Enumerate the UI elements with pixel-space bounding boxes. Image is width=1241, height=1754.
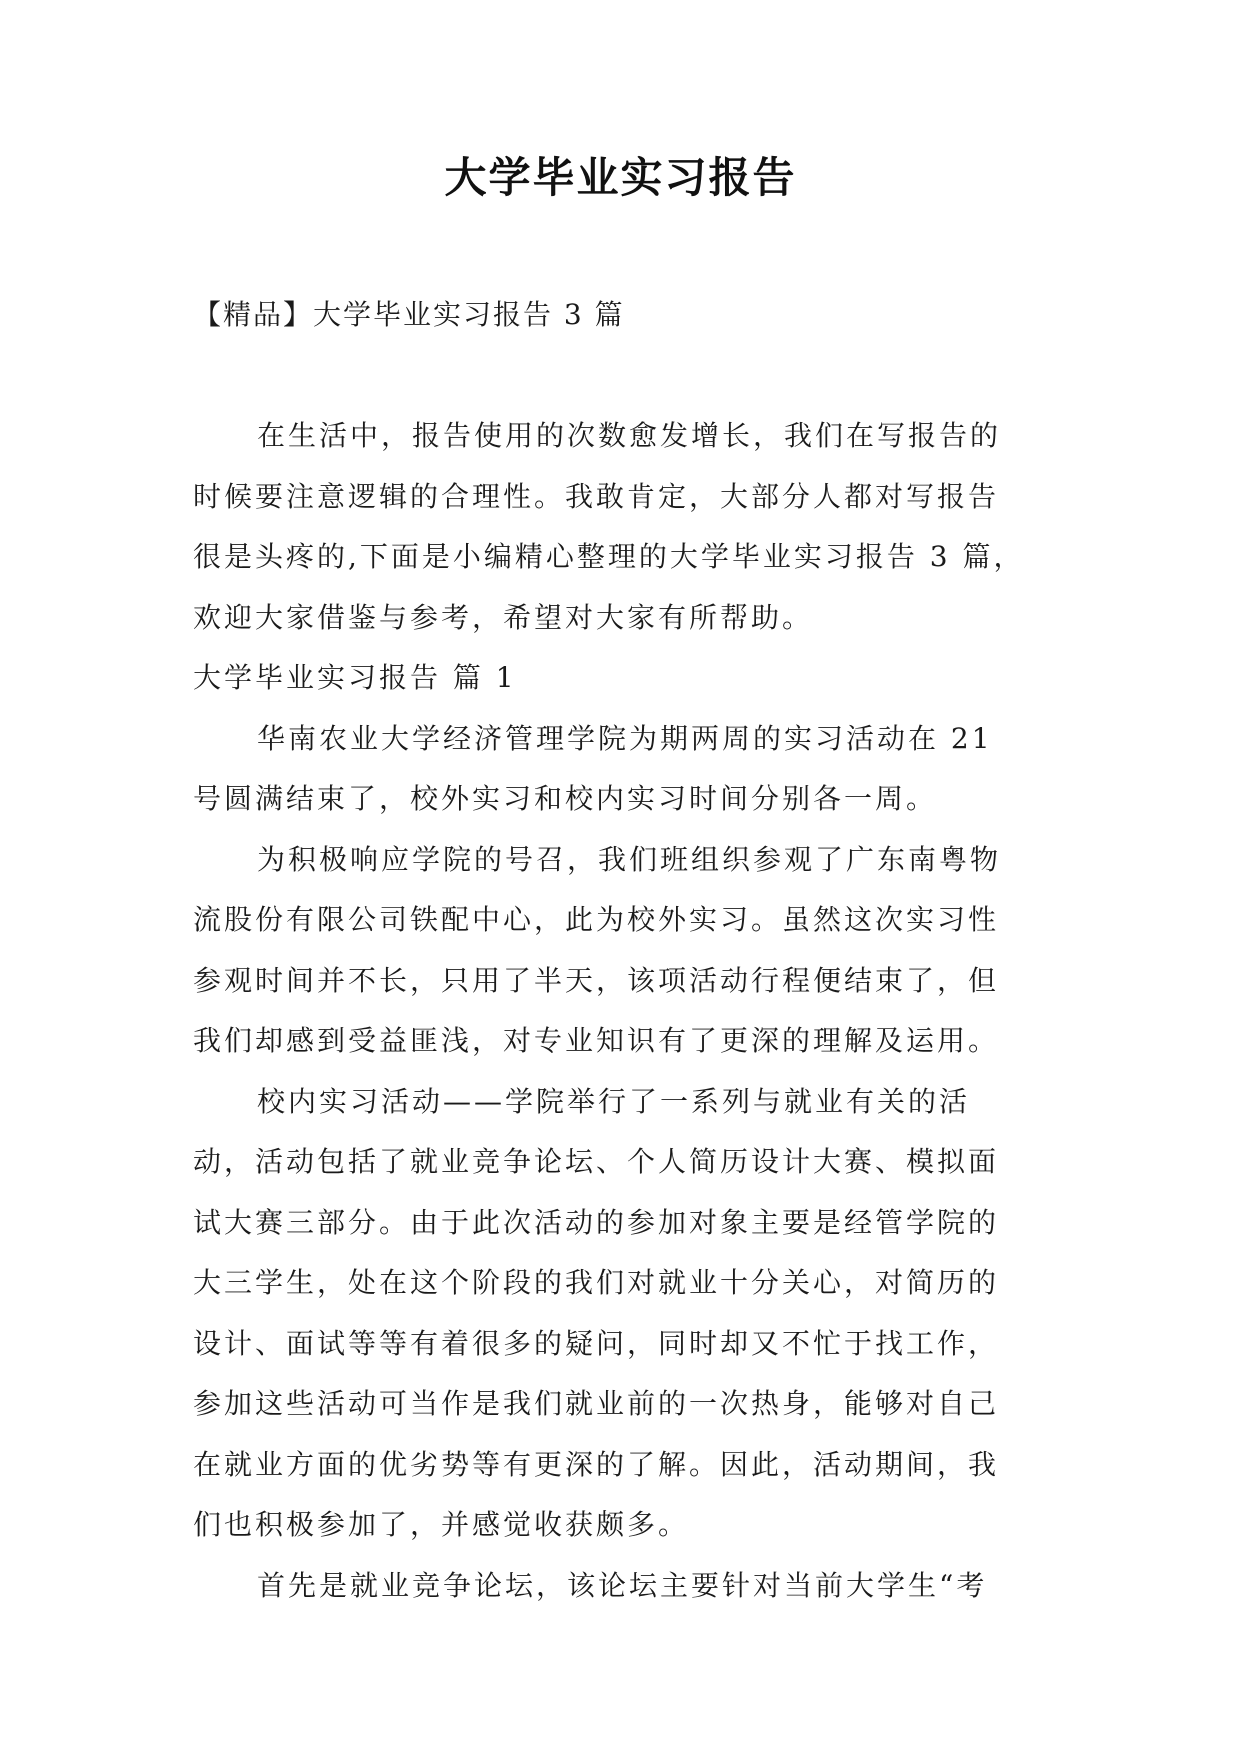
text-line: 校内实习活动——学院举行了一系列与就业有关的活 (257, 1084, 971, 1118)
document-subtitle: 【精品】大学毕业实习报告 3 篇 (193, 298, 625, 331)
text-line: 流股份有限公司铁配中心，此为校外实习。虽然这次实习性 (193, 903, 1000, 936)
text-line: 时候要注意逻辑的合理性。我敢肯定，大部分人都对写报告 (193, 479, 1000, 513)
text-line: 参观时间并不长，只用了半天，该项活动行程便结束了，但 (193, 963, 1000, 997)
text-line: 试大赛三部分。由于此次活动的参加对象主要是经管学院的 (193, 1205, 1000, 1239)
text-line: 动，活动包括了就业竞争论坛、个人简历设计大赛、模拟面 (193, 1145, 1000, 1178)
document-body (193, 406, 1063, 1616)
text-line: 在就业方面的优劣势等有更深的了解。因此，活动期间，我 (193, 1447, 1000, 1481)
text-line: 设计、面试等等有着很多的疑问，同时却又不忙于找工作， (193, 1326, 1000, 1360)
text-line: 我们却感到受益匪浅，对专业知识有了更深的理解及运用。 (193, 1024, 1000, 1057)
text-line: 大三学生，处在这个阶段的我们对就业十分关心，对简历的 (193, 1266, 1000, 1299)
text-line: 参加这些活动可当作是我们就业前的一次热身，能够对自己 (193, 1387, 1000, 1420)
section-heading: 大学毕业实习报告 篇 1 (193, 661, 517, 694)
text-line: 华南农业大学经济管理学院为期两周的实习活动在 21 (257, 721, 993, 755)
text-line: 号圆满结束了，校外实习和校内实习时间分别各一周。 (193, 782, 938, 815)
document-title: 大学毕业实习报告 (444, 153, 797, 202)
text-line: 为积极响应学院的号召，我们班组织参观了广东南粤物 (257, 842, 1002, 876)
text-line: 首先是就业竞争论坛，该论坛主要针对当前大学生“考 (257, 1568, 988, 1602)
text-line: 们也积极参加了，并感觉收获颇多。 (193, 1508, 690, 1541)
text-line: 很是头疼的,下面是小编精心整理的大学毕业实习报告 3 篇， (193, 540, 1025, 573)
text-line: 欢迎大家借鉴与参考，希望对大家有所帮助。 (193, 600, 814, 634)
text-line: 在生活中，报告使用的次数愈发增长，我们在写报告的 (257, 419, 1002, 452)
